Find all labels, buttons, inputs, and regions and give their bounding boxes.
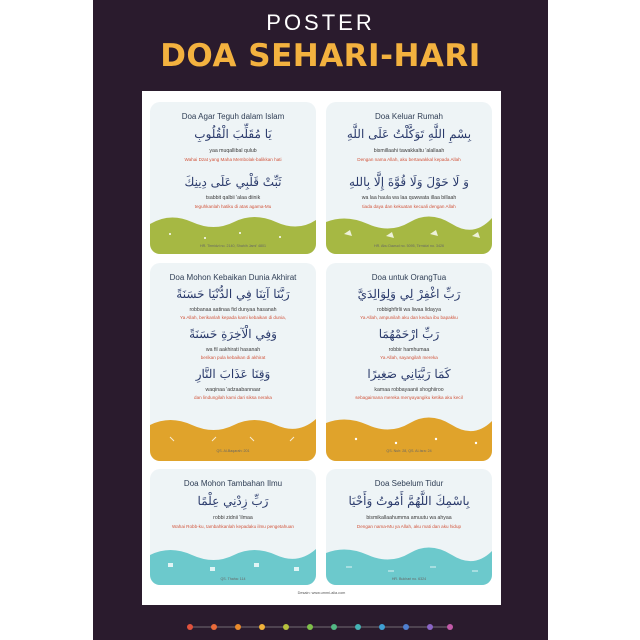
card-title: Doa Sebelum Tidur (374, 479, 444, 488)
transliteration: tsabbit qalbii 'alaa diinik (205, 195, 261, 201)
transliteration: kamaa robbayaanii shoghiiroo (374, 387, 444, 393)
transliteration: yaa muqallibal qulub (209, 148, 257, 154)
card-title: Doa untuk OrangTua (371, 273, 447, 282)
transliteration: robbi zidnii 'ilmaa (213, 515, 253, 521)
arabic-text: ثَبِّتْ قَلْبِي عَلَى دِينِكَ (184, 175, 282, 189)
translation: Wahai Robb-ku, tambahkanlah kepadaku ilmu pengetahuan (172, 524, 294, 529)
translation: teguhkanlah hatiku di atas agama-Mu (194, 204, 272, 209)
poster-title: DOA SEHARI-HARI (160, 38, 481, 74)
translation: sebagaimana mereka menyayangiku ketika aku kecil (355, 395, 463, 400)
arabic-text: كَمَا رَبَّيَانِي صَغِيرًا (367, 367, 451, 381)
arabic-text: رَبِّ ارْحَمْهُمَا (378, 327, 440, 341)
translation: berikan pula kebaikan di akhirat (200, 355, 266, 360)
poster-label: POSTER (266, 10, 375, 35)
card-title: Doa Mohon Kebaikan Dunia Akhirat (169, 273, 297, 282)
transliteration: bismikallaahumma amuutu wa ahyaa (366, 515, 452, 521)
prayer-card (326, 469, 492, 585)
transliteration: robbir hamhumaa (388, 347, 430, 353)
translation: Ya Allah, sayangilah mereka (380, 355, 438, 360)
translation: Wahai Dzat yang Maha Membolak-balikkan hati (184, 157, 282, 162)
translation: tiada daya dan kekuatan kecuali dengan Allah (362, 204, 456, 209)
card-title: Doa Keluar Rumah (374, 112, 444, 121)
prayer-card (326, 102, 492, 254)
arabic-text: رَبِّ اغْفِرْ لِي وَلِوَالِدَيَّ (357, 287, 461, 301)
prayer-card (150, 263, 316, 461)
arabic-text: بِسْمِ اللَّهِ تَوَكَّلْتُ عَلَى اللَّهِ (346, 127, 472, 141)
transliteration: robbanaa aatinaa fid dunyaa hasanah (189, 307, 277, 313)
card-title: Doa Agar Teguh dalam Islam (181, 112, 285, 121)
source-reference: QS. Al-Baqarah: 201 (216, 449, 250, 453)
card-title: Doa Mohon Tambahan Ilmu (183, 479, 283, 488)
transliteration: bismillaahi tawakkaltu 'alallaah (373, 148, 445, 154)
translation: Ya Allah, berikanlah kepada kami kebaikan di dunia, (180, 315, 286, 320)
source-reference: QS. Nuh: 28, QS. Al-Isra: 24 (386, 449, 432, 453)
pagination-dots (0, 622, 640, 632)
arabic-text: وَ لَا حَوْلَ وَلَا قُوَّةَ إِلَّا بِاللهِ (349, 175, 469, 189)
arabic-text: بِاسْمِكَ اللَّهُمَّ أَمُوتُ وَأَحْيَا (348, 494, 470, 508)
arabic-text: يَا مُقَلِّبَ الْقُلُوبِ (194, 127, 272, 141)
sheet-footer: Desain: www.ummi-alia.com (297, 591, 346, 595)
wave-decoration (150, 413, 316, 461)
source-reference: QS. Thaha: 114 (220, 577, 246, 581)
prayer-card (326, 263, 492, 461)
prayer-card (150, 102, 316, 254)
arabic-text: وَقِنَا عَذَابَ النَّارِ (195, 367, 271, 381)
transliteration: robbighfirlii wa liwaa lidayya (376, 307, 441, 313)
source-reference: HR. Tirmidzi no. 2140, Shahih Jami' 4801 (199, 244, 266, 248)
poster-sheet (142, 91, 501, 605)
translation: Ya Allah, ampunilah aku dan kedua ibu bapakku (360, 315, 458, 320)
transliteration: wa laa haula wa laa quwwata illaa billaah (361, 195, 457, 201)
source-reference: HR. Abu Dawud no. 5095, Tirmidzi no. 3426 (374, 244, 444, 248)
transliteration: waqinaa 'adzaabannaar (205, 387, 261, 393)
arabic-text: رَبَّنَا آتِنَا فِي الدُّنْيَا حَسَنَةً (176, 287, 290, 301)
translation: Dengan nama-Mu ya Allah, aku mati dan aku hidup (356, 524, 462, 529)
translation: Dengan nama Allah, aku bertawakkal kepada Allah (357, 157, 461, 162)
source-reference: HR. Bukhari no. 6324 (391, 577, 427, 581)
wave-decoration (326, 413, 492, 461)
arabic-text: رَبِّ زِدْنِي عِلْمًا (197, 494, 269, 508)
prayer-card (150, 469, 316, 585)
arabic-text: وَفِي الْآخِرَةِ حَسَنَةً (189, 327, 277, 341)
translation: dan lindungilah kami dari siksa neraka (194, 395, 272, 400)
transliteration: wa fil aakhirati hasanah (205, 347, 261, 353)
